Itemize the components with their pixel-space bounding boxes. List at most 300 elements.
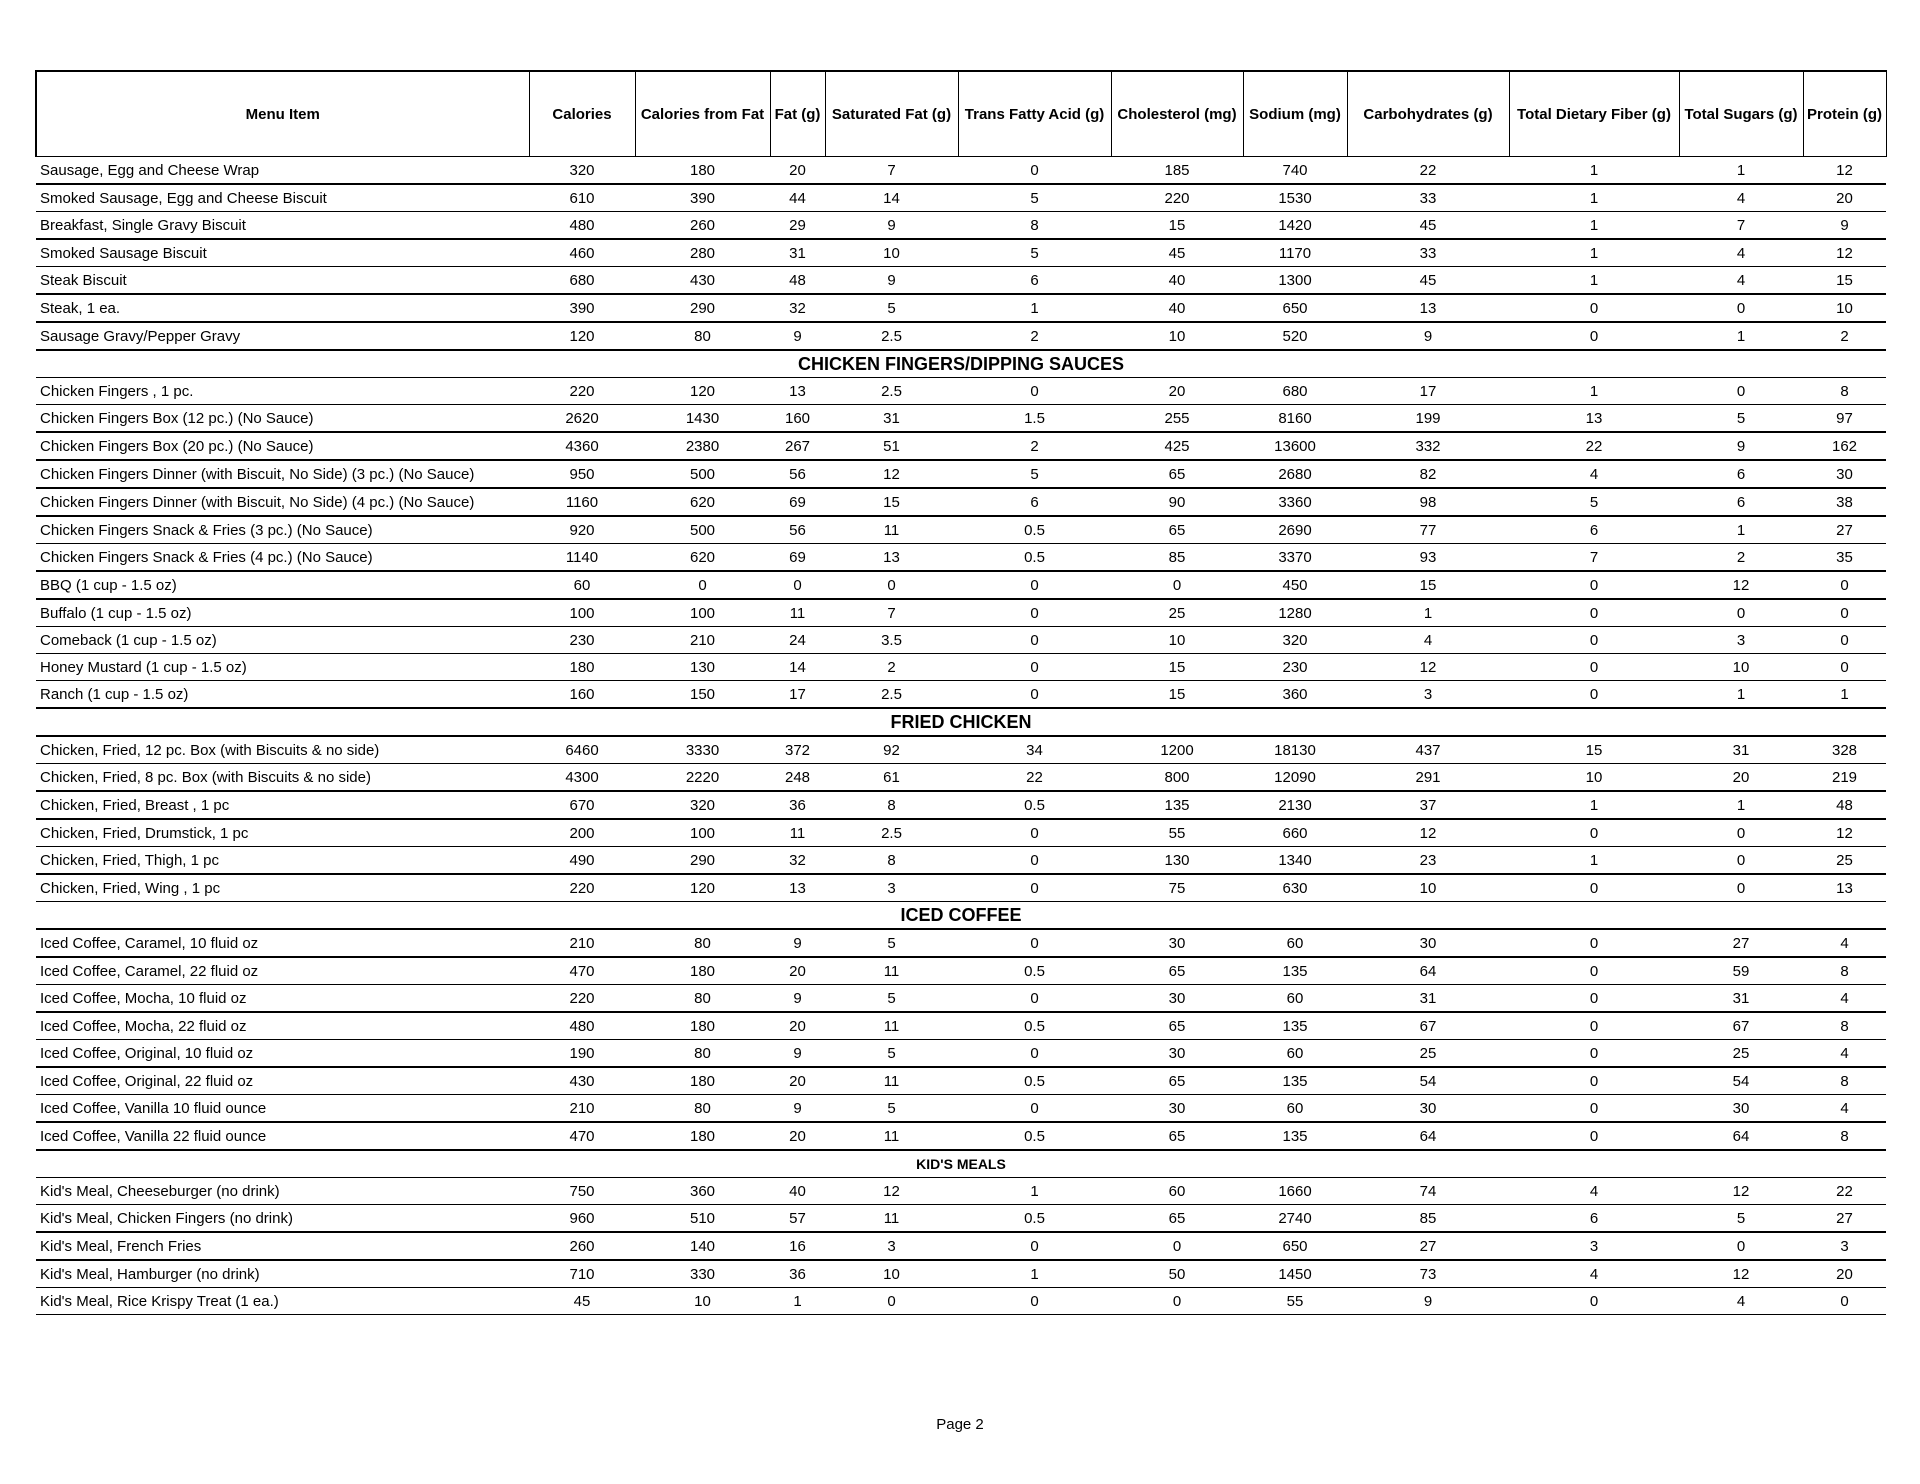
nutrition-value: 740 [1243,157,1347,185]
nutrition-value: 1 [958,1178,1111,1205]
nutrition-value: 0.5 [958,1205,1111,1233]
col-header-menu-item: Menu Item [36,71,529,157]
nutrition-value: 190 [529,1040,635,1068]
nutrition-value: 98 [1347,488,1509,516]
nutrition-value: 0.5 [958,516,1111,544]
nutrition-value: 22 [958,764,1111,792]
nutrition-value: 10 [1509,764,1679,792]
nutrition-value: 36 [770,1260,825,1288]
nutrition-value: 64 [1347,957,1509,985]
nutrition-value: 120 [529,322,635,350]
table-row [36,239,1886,267]
nutrition-value: 5 [825,929,958,957]
nutrition-value: 9 [1679,432,1803,460]
menu-item-name: Buffalo (1 cup - 1.5 oz) [36,599,529,627]
nutrition-value: 0 [958,1288,1111,1315]
nutrition-value: 280 [635,239,770,267]
nutrition-value: 80 [635,1040,770,1068]
nutrition-value: 11 [825,1122,958,1150]
nutrition-value: 0 [1803,571,1886,599]
nutrition-value: 17 [1347,378,1509,405]
menu-item-name: Chicken Fingers Dinner (with Biscuit, No Side) (3 pc.) (No Sauce) [36,460,529,488]
nutrition-value: 480 [529,1012,635,1040]
nutrition-value: 0 [958,599,1111,627]
nutrition-value: 22 [1509,432,1679,460]
nutrition-value: 4 [1509,1178,1679,1205]
nutrition-value: 12 [1679,571,1803,599]
nutrition-value: 0.5 [958,544,1111,572]
nutrition-value: 13 [1803,874,1886,902]
nutrition-value: 60 [1111,1178,1243,1205]
nutrition-value: 0 [958,378,1111,405]
nutrition-value: 430 [635,267,770,295]
nutrition-value: 18130 [1243,736,1347,764]
col-header-carbohydrates: Carbohydrates (g) [1347,71,1509,157]
nutrition-value: 64 [1679,1122,1803,1150]
nutrition-value: 5 [958,184,1111,212]
col-header-calories-from-fat: Calories from Fat [635,71,770,157]
nutrition-value: 2.5 [825,378,958,405]
table-row [36,791,1886,819]
nutrition-value: 45 [1111,239,1243,267]
nutrition-value: 7 [825,157,958,185]
menu-item-name: Chicken Fingers Dinner (with Biscuit, No Side) (4 pc.) (No Sauce) [36,488,529,516]
nutrition-value: 0 [770,571,825,599]
table-row [36,378,1886,405]
nutrition-value: 1660 [1243,1178,1347,1205]
menu-item-name: Kid's Meal, Rice Krispy Treat (1 ea.) [36,1288,529,1315]
nutrition-value: 3 [1509,1232,1679,1260]
table-row [36,405,1886,433]
nutrition-value: 267 [770,432,825,460]
nutrition-value: 9 [825,267,958,295]
nutrition-value: 14 [770,654,825,681]
table-row [36,1012,1886,1040]
nutrition-value: 1 [1679,681,1803,709]
nutrition-value: 40 [770,1178,825,1205]
nutrition-value: 0 [635,571,770,599]
nutrition-value: 9 [770,1095,825,1123]
nutrition-value: 11 [825,1205,958,1233]
nutrition-value: 12 [825,460,958,488]
nutrition-value: 5 [825,294,958,322]
nutrition-value: 15 [1111,212,1243,240]
menu-item-name: Chicken, Fried, Drumstick, 1 pc [36,819,529,847]
menu-item-name: Breakfast, Single Gravy Biscuit [36,212,529,240]
nutrition-value: 0 [1509,819,1679,847]
nutrition-value: 220 [1111,184,1243,212]
nutrition-value: 10 [1111,322,1243,350]
nutrition-value: 210 [529,1095,635,1123]
nutrition-value: 500 [635,460,770,488]
table-row [36,929,1886,957]
nutrition-value: 220 [529,985,635,1013]
nutrition-value: 260 [529,1232,635,1260]
nutrition-value: 60 [529,571,635,599]
table-row [36,957,1886,985]
nutrition-value: 328 [1803,736,1886,764]
nutrition-value: 30 [1347,929,1509,957]
menu-item-name: Smoked Sausage Biscuit [36,239,529,267]
menu-item-name: Comeback (1 cup - 1.5 oz) [36,627,529,654]
nutrition-value: 320 [1243,627,1347,654]
nutrition-value: 2 [1803,322,1886,350]
nutrition-value: 750 [529,1178,635,1205]
nutrition-value: 180 [635,1122,770,1150]
nutrition-value: 620 [635,544,770,572]
nutrition-value: 45 [529,1288,635,1315]
section-title: ICED COFFEE [36,902,1886,930]
nutrition-value: 100 [635,819,770,847]
nutrition-value: 40 [1111,267,1243,295]
nutrition-value: 1 [1679,157,1803,185]
nutrition-value: 65 [1111,957,1243,985]
nutrition-value: 320 [529,157,635,185]
nutrition-value: 3 [1803,1232,1886,1260]
nutrition-value: 7 [1679,212,1803,240]
nutrition-value: 0 [958,847,1111,875]
table-row [36,1122,1886,1150]
nutrition-value: 100 [635,599,770,627]
nutrition-value: 1 [958,1260,1111,1288]
nutrition-value: 85 [1347,1205,1509,1233]
nutrition-value: 1 [1347,599,1509,627]
nutrition-value: 8 [1803,378,1886,405]
nutrition-value: 12 [1803,239,1886,267]
nutrition-value: 210 [635,627,770,654]
nutrition-value: 2130 [1243,791,1347,819]
nutrition-value: 160 [529,681,635,709]
nutrition-value: 82 [1347,460,1509,488]
nutrition-value: 33 [1347,239,1509,267]
nutrition-value: 0 [825,571,958,599]
nutrition-value: 290 [635,847,770,875]
table-row [36,1067,1886,1095]
nutrition-value: 1 [1509,212,1679,240]
nutrition-value: 180 [529,654,635,681]
col-header-cholesterol: Cholesterol (mg) [1111,71,1243,157]
nutrition-value: 248 [770,764,825,792]
nutrition-value: 200 [529,819,635,847]
table-row [36,1260,1886,1288]
table-body [36,157,1886,1315]
nutrition-value: 9 [770,929,825,957]
nutrition-value: 1 [1509,267,1679,295]
menu-item-name: Steak, 1 ea. [36,294,529,322]
col-header-protein: Protein (g) [1803,71,1886,157]
nutrition-value: 4 [1679,239,1803,267]
table-row [36,184,1886,212]
nutrition-value: 291 [1347,764,1509,792]
nutrition-value: 230 [1243,654,1347,681]
table-row [36,819,1886,847]
nutrition-value: 490 [529,847,635,875]
nutrition-value: 15 [1111,654,1243,681]
nutrition-value: 0 [825,1288,958,1315]
nutrition-value: 0 [1509,1288,1679,1315]
nutrition-value: 199 [1347,405,1509,433]
nutrition-value: 8 [825,791,958,819]
nutrition-value: 2220 [635,764,770,792]
nutrition-value: 0 [1509,571,1679,599]
table-row [36,1095,1886,1123]
nutrition-value: 13 [1347,294,1509,322]
nutrition-value: 15 [1347,571,1509,599]
nutrition-value: 30 [1111,929,1243,957]
nutrition-value: 80 [635,929,770,957]
nutrition-value: 0 [1509,985,1679,1013]
nutrition-value: 160 [770,405,825,433]
nutrition-value: 11 [825,516,958,544]
nutrition-value: 93 [1347,544,1509,572]
nutrition-value: 10 [825,1260,958,1288]
nutrition-value: 1 [1509,184,1679,212]
nutrition-value: 5 [825,1040,958,1068]
nutrition-value: 40 [1111,294,1243,322]
menu-item-name: Chicken Fingers Snack & Fries (4 pc.) (No Sauce) [36,544,529,572]
nutrition-value: 6 [958,488,1111,516]
nutrition-value: 65 [1111,1205,1243,1233]
nutrition-value: 437 [1347,736,1509,764]
nutrition-value: 48 [1803,791,1886,819]
nutrition-value: 12 [825,1178,958,1205]
nutrition-value: 20 [770,1067,825,1095]
nutrition-value: 29 [770,212,825,240]
nutrition-value: 1170 [1243,239,1347,267]
table-row [36,1205,1886,1233]
nutrition-value: 73 [1347,1260,1509,1288]
table-row [36,322,1886,350]
nutrition-value: 97 [1803,405,1886,433]
nutrition-value: 0 [1803,627,1886,654]
menu-item-name: Ranch (1 cup - 1.5 oz) [36,681,529,709]
nutrition-value: 680 [529,267,635,295]
nutrition-value: 710 [529,1260,635,1288]
nutrition-value: 8 [1803,957,1886,985]
nutrition-value: 450 [1243,571,1347,599]
table-row [36,488,1886,516]
nutrition-value: 9 [1347,322,1509,350]
nutrition-value: 3 [1347,681,1509,709]
nutrition-value: 55 [1111,819,1243,847]
nutrition-value: 330 [635,1260,770,1288]
nutrition-value: 35 [1803,544,1886,572]
table-row [36,544,1886,572]
nutrition-value: 0.5 [958,957,1111,985]
nutrition-value: 20 [1803,184,1886,212]
nutrition-value: 30 [1679,1095,1803,1123]
nutrition-sheet [35,70,1885,1315]
nutrition-value: 54 [1679,1067,1803,1095]
nutrition-value: 20 [770,157,825,185]
nutrition-value: 680 [1243,378,1347,405]
nutrition-value: 1 [1509,378,1679,405]
nutrition-value: 2 [958,322,1111,350]
menu-item-name: Iced Coffee, Original, 10 fluid oz [36,1040,529,1068]
nutrition-value: 12 [1803,819,1886,847]
nutrition-value: 80 [635,985,770,1013]
nutrition-value: 670 [529,791,635,819]
nutrition-value: 11 [770,599,825,627]
nutrition-value: 0 [958,819,1111,847]
table-row [36,212,1886,240]
nutrition-value: 8 [825,847,958,875]
nutrition-value: 6 [1679,460,1803,488]
nutrition-value: 0 [1509,322,1679,350]
nutrition-value: 3.5 [825,627,958,654]
nutrition-value: 13 [770,874,825,902]
nutrition-value: 135 [1243,1122,1347,1150]
nutrition-value: 0 [1509,1095,1679,1123]
col-header-sodium: Sodium (mg) [1243,71,1347,157]
nutrition-value: 1200 [1111,736,1243,764]
nutrition-value: 650 [1243,1232,1347,1260]
nutrition-value: 37 [1347,791,1509,819]
nutrition-value: 0 [1509,599,1679,627]
nutrition-value: 0 [1111,1232,1243,1260]
menu-item-name: Iced Coffee, Original, 22 fluid oz [36,1067,529,1095]
nutrition-value: 31 [770,239,825,267]
col-header-saturated-fat: Saturated Fat (g) [825,71,958,157]
nutrition-value: 130 [1111,847,1243,875]
table-row [36,1178,1886,1205]
nutrition-value: 32 [770,294,825,322]
nutrition-value: 4 [1509,460,1679,488]
nutrition-value: 14 [825,184,958,212]
nutrition-value: 12090 [1243,764,1347,792]
nutrition-value: 27 [1347,1232,1509,1260]
nutrition-value: 4 [1347,627,1509,654]
nutrition-value: 4 [1679,1288,1803,1315]
nutrition-value: 1340 [1243,847,1347,875]
nutrition-value: 20 [770,1122,825,1150]
nutrition-value: 0 [1509,957,1679,985]
nutrition-value: 57 [770,1205,825,1233]
section-header-row [36,1150,1886,1178]
nutrition-value: 1 [1509,791,1679,819]
section-header-row [36,708,1886,736]
nutrition-value: 20 [770,1012,825,1040]
section-header-row [36,902,1886,930]
menu-item-name: Iced Coffee, Mocha, 22 fluid oz [36,1012,529,1040]
nutrition-value: 460 [529,239,635,267]
section-title: KID'S MEALS [36,1150,1886,1178]
nutrition-value: 660 [1243,819,1347,847]
col-header-fat: Fat (g) [770,71,825,157]
nutrition-value: 2740 [1243,1205,1347,1233]
nutrition-value: 25 [1679,1040,1803,1068]
menu-item-name: Kid's Meal, Cheeseburger (no drink) [36,1178,529,1205]
col-header-dietary-fiber: Total Dietary Fiber (g) [1509,71,1679,157]
table-row [36,267,1886,295]
nutrition-value: 425 [1111,432,1243,460]
nutrition-value: 3 [825,874,958,902]
nutrition-value: 0 [1803,1288,1886,1315]
nutrition-value: 8 [1803,1012,1886,1040]
nutrition-value: 15 [1509,736,1679,764]
nutrition-value: 4 [1679,184,1803,212]
nutrition-value: 5 [825,1095,958,1123]
nutrition-value: 54 [1347,1067,1509,1095]
nutrition-value: 60 [1243,1040,1347,1068]
nutrition-value: 10 [1803,294,1886,322]
nutrition-value: 2.5 [825,681,958,709]
nutrition-value: 11 [770,819,825,847]
nutrition-value: 56 [770,516,825,544]
menu-item-name: Steak Biscuit [36,267,529,295]
nutrition-value: 120 [635,378,770,405]
nutrition-value: 9 [1803,212,1886,240]
nutrition-value: 0 [1509,654,1679,681]
nutrition-value: 32 [770,847,825,875]
menu-item-name: Iced Coffee, Caramel, 10 fluid oz [36,929,529,957]
nutrition-value: 390 [635,184,770,212]
nutrition-value: 470 [529,1122,635,1150]
col-header-total-sugars: Total Sugars (g) [1679,71,1803,157]
nutrition-value: 220 [529,378,635,405]
table-row [36,847,1886,875]
menu-item-name: Kid's Meal, Hamburger (no drink) [36,1260,529,1288]
nutrition-value: 1 [1803,681,1886,709]
nutrition-value: 1160 [529,488,635,516]
table-row [36,627,1886,654]
nutrition-value: 31 [1679,736,1803,764]
nutrition-value: 135 [1243,957,1347,985]
menu-item-name: Iced Coffee, Caramel, 22 fluid oz [36,957,529,985]
nutrition-value: 1300 [1243,267,1347,295]
nutrition-value: 80 [635,322,770,350]
nutrition-value: 12 [1679,1178,1803,1205]
nutrition-value: 0 [1803,599,1886,627]
menu-item-name: Chicken, Fried, Thigh, 1 pc [36,847,529,875]
nutrition-value: 5 [1509,488,1679,516]
menu-item-name: Iced Coffee, Vanilla 10 fluid ounce [36,1095,529,1123]
nutrition-value: 60 [1243,1095,1347,1123]
nutrition-value: 3 [825,1232,958,1260]
nutrition-value: 650 [1243,294,1347,322]
menu-item-name: Chicken, Fried, Breast , 1 pc [36,791,529,819]
nutrition-value: 180 [635,157,770,185]
nutrition-value: 6 [958,267,1111,295]
nutrition-value: 4 [1803,929,1886,957]
nutrition-value: 50 [1111,1260,1243,1288]
nutrition-value: 10 [1679,654,1803,681]
nutrition-value: 20 [1803,1260,1886,1288]
section-title: FRIED CHICKEN [36,708,1886,736]
nutrition-value: 65 [1111,460,1243,488]
nutrition-value: 320 [635,791,770,819]
nutrition-value: 0 [1509,1067,1679,1095]
nutrition-value: 0 [958,157,1111,185]
menu-item-name: Kid's Meal, Chicken Fingers (no drink) [36,1205,529,1233]
nutrition-value: 27 [1679,929,1803,957]
table-row [36,571,1886,599]
table-row [36,294,1886,322]
nutrition-value: 162 [1803,432,1886,460]
nutrition-value: 470 [529,957,635,985]
nutrition-value: 0.5 [958,1067,1111,1095]
nutrition-value: 8 [1803,1067,1886,1095]
nutrition-value: 65 [1111,1012,1243,1040]
nutrition-value: 20 [1111,378,1243,405]
nutrition-value: 2620 [529,405,635,433]
menu-item-name: Chicken Fingers Box (12 pc.) (No Sauce) [36,405,529,433]
menu-item-name: Smoked Sausage, Egg and Cheese Biscuit [36,184,529,212]
nutrition-value: 25 [1347,1040,1509,1068]
nutrition-value: 31 [1347,985,1509,1013]
nutrition-value: 5 [958,460,1111,488]
nutrition-value: 135 [1243,1067,1347,1095]
